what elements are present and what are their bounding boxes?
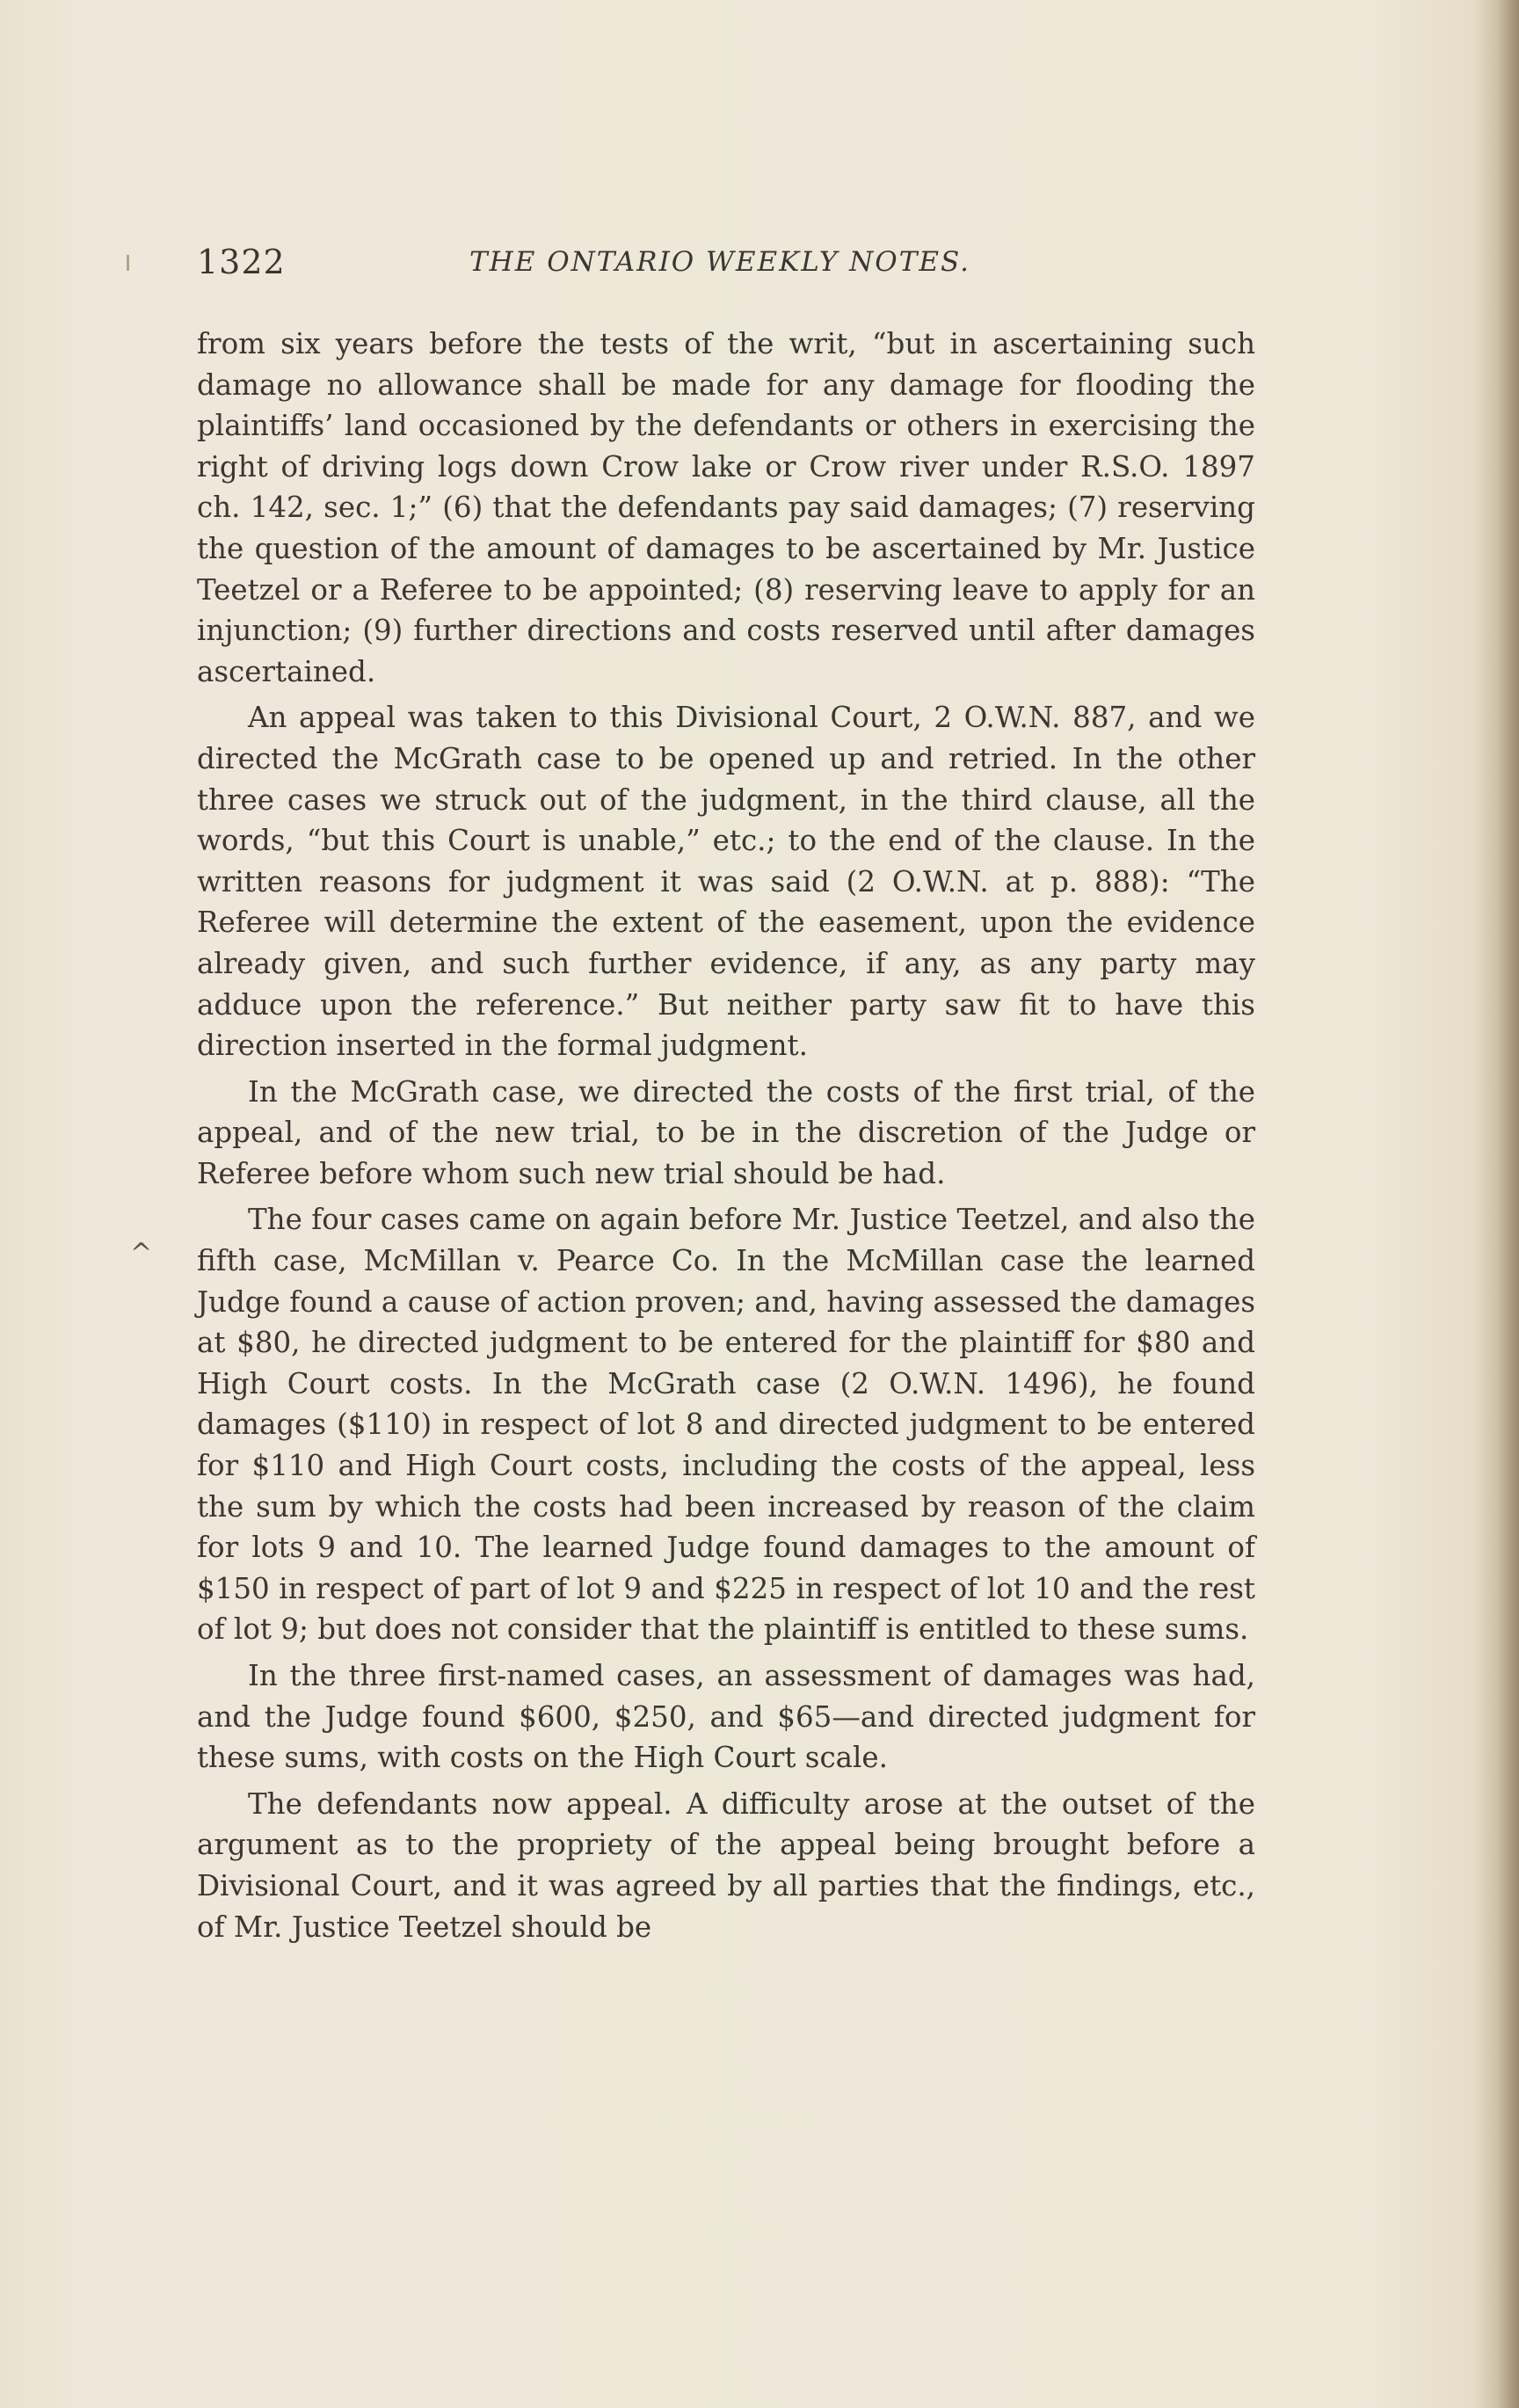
margin-dot	[127, 255, 129, 271]
paragraph-1: from six years before the tests of the writ, “but in ascertaining such damage no allowance shall be made for any damage for flooding the plaintiffs’ land occasioned by the defendants or others in exercising the right of driving logs down Crow lake or Crow river under R.S.O. 1897 ch. 142, sec. 1;” (6) that the defendants pay said damages; (7) reserving the question of the amount of damages to be ascertained by Mr. Justice Teetzel or a Referee to be appointed; (8) reserving leave to apply for an injunction; (9) further directions and costs reserved until after damages ascertained.	[197, 327, 1255, 688]
paragraph-6: The defendants now appeal. A difficulty arose at the outset of the argument as to the propriety of the appeal being brought before a Divisional Court, and it was agreed by all parties that the findings, etc., of Mr. Justice Teetzel should be	[197, 1786, 1255, 1944]
page-number: 1322	[197, 243, 286, 281]
running-head: THE ONTARIO WEEKLY NOTES.	[469, 246, 970, 278]
paragraph-4: The four cases came on again before Mr. Justice Teetzel, and also the fifth case, McMillan v. Pearce Co. In the McMillan case the learned Judge found a cause of action proven; and, having assessed the damages at $80, he directed judgment to be entered for the plaintiff for $80 and High Court costs. In the McGrath case (2 O.W.N. 1496), he found damages ($110) in respect of lot 8 and directed judgment to be entered for $110 and High Court costs, including the costs of the appeal, less the sum by which the costs had been increased by reason of the claim for lots 9 and 10. The learned Judge found damages to the amount of $150 in respect of part of lot 9 and $225 in respect of lot 10 and the rest of lot 9; but does not consider that the plaintiff is entitled to these sums.	[197, 1203, 1255, 1647]
paragraph-2: An appeal was taken to this Divisional Court, 2 O.W.N. 887, and we directed the McGrath case to be opened up and retried. In the other three cases we struck out of the judgment, in the third clause, all the words, “but this Court is unable,” etc.; to the end of the clause. In the written reasons for judgment it was said (2 O.W.N. at p. 888): “The Referee will determine the extent of the easement, upon the evidence already given, and such further evidence, if any, as any party may adduce upon the reference.” But neither party saw fit to have this direction inserted in the formal judgment.	[197, 701, 1255, 1063]
paragraph-3: In the McGrath case, we directed the costs of the first trial, of the appeal, and of the new trial, to be in the discretion of the Judge or Referee before whom such new trial should be had.	[197, 1074, 1255, 1190]
page-edge-shadow	[1498, 0, 1519, 2408]
page-header	[197, 243, 1261, 295]
paragraph-5: In the three first-named cases, an assessment of damages was had, and the Judge found $600, $250, and $65—and directed judgment for these sums, with costs on the High Court scale.	[197, 1659, 1255, 1775]
margin-mark: ^	[130, 1238, 153, 1269]
body-text	[197, 324, 1255, 1953]
